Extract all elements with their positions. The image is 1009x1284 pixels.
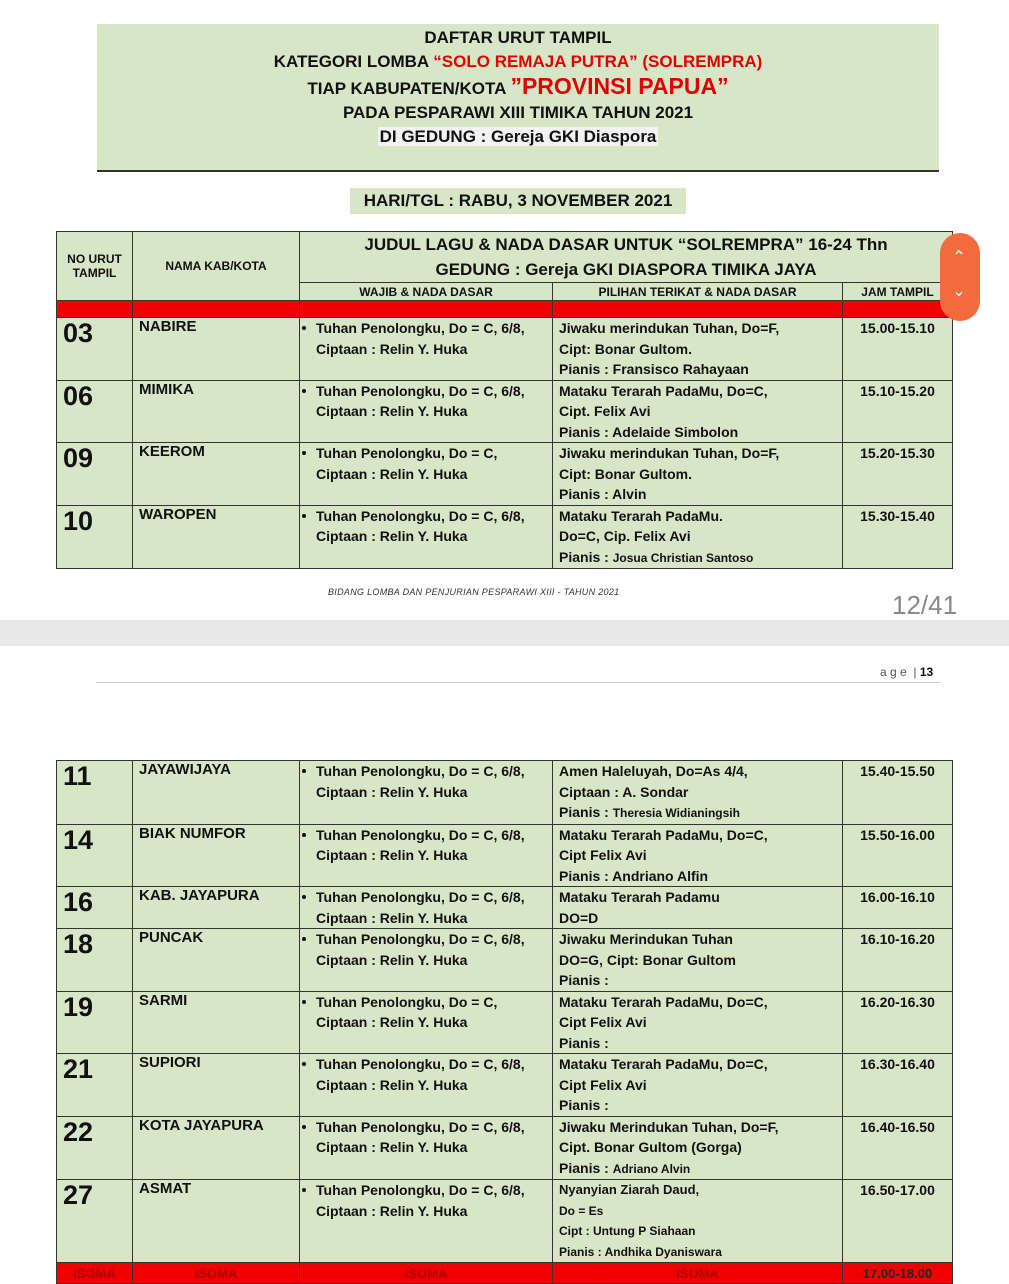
red-separator (57, 301, 953, 318)
pilihan-p1: Nyanyian Ziarah Daud, (559, 1182, 700, 1197)
cell-kab (133, 443, 300, 506)
cell-kab (133, 824, 300, 887)
wajib-line2: Ciptaan : Relin Y. Huka (316, 1202, 468, 1219)
page-12 (0, 0, 1009, 620)
pilihan-p1: Jiwaku Merindukan Tuhan, Do=F, (559, 1118, 779, 1135)
header-no-urut-1: NO URUT (67, 252, 122, 266)
pilihan-p3: Pianis : Alvin (559, 486, 647, 502)
page-counter: 12/41 (892, 590, 958, 620)
cell-pilihan (553, 505, 843, 569)
isoma-cell-3: ISOMA (300, 1263, 553, 1284)
row-number: 21 (63, 1054, 94, 1084)
pianis-label: Pianis : (559, 1159, 613, 1176)
row-number: 10 (63, 505, 94, 536)
cell-jam (843, 318, 953, 381)
jam-tampil: 16.50-17.00 (860, 1182, 935, 1198)
header-line3 (97, 74, 939, 101)
row-number: 16 (63, 887, 94, 917)
cell-kab (133, 929, 300, 992)
cell-kab (133, 318, 300, 381)
page-no: 13 (919, 665, 934, 679)
cell-no (57, 443, 133, 506)
pianis-name: Adriano Alvin (612, 1161, 691, 1176)
pilihan-p1: Mataku Terarah Padamu (559, 889, 720, 905)
cell-kab (133, 505, 300, 569)
cell-no (57, 929, 133, 992)
pilihan-p1: Jiwaku Merindukan Tuhan (559, 931, 733, 947)
pilihan-p2: Do = Es (559, 1203, 604, 1218)
wajib-line1: Tuhan Penolongku, Do = C, 6/8, (300, 318, 552, 339)
row-number: 03 (63, 318, 94, 348)
pilihan-p1: Mataku Terarah PadaMu. (559, 507, 723, 524)
table-row (57, 1180, 953, 1263)
table-row (57, 318, 953, 381)
pilihan-p1: Mataku Terarah PadaMu, Do=C, (559, 382, 768, 399)
cell-no (57, 887, 133, 929)
wajib-line1: Tuhan Penolongku, Do = C, 6/8, (300, 825, 552, 846)
page-sep: | (913, 665, 917, 679)
jam-tampil: 16.10-16.20 (860, 931, 935, 947)
table-row (57, 887, 953, 929)
header-line5-text: DI GEDUNG : Gereja GKI Diaspora (379, 127, 657, 146)
cell-jam (843, 929, 953, 992)
kab-name: SUPIORI (139, 1054, 201, 1071)
header-line5 (97, 125, 939, 149)
cell-no (57, 1180, 133, 1263)
pianis-label: Pianis : (559, 548, 613, 565)
wajib-line1: Tuhan Penolongku, Do = C, 6/8, (300, 506, 552, 527)
kab-name: PUNCAK (139, 929, 204, 946)
kab-name: KOTA JAYAPURA (139, 1116, 264, 1134)
row-number: 11 (63, 761, 92, 791)
wajib-line2: Ciptaan : Relin Y. Huka (316, 1014, 468, 1030)
pilihan-p2: Ciptaan : A. Sondar (559, 783, 689, 800)
chevron-up-icon[interactable]: ⌃ (952, 249, 966, 266)
pilihan-p2: DO=D (559, 909, 599, 926)
pianis-name: Josua Christian Santoso (612, 550, 754, 565)
header-line3a: TIAP KABUPATEN/KOTA (307, 79, 511, 98)
cell-pilihan (553, 380, 843, 443)
page-13 (0, 646, 1009, 1280)
isoma-cell-1: ISOMA (57, 1263, 133, 1284)
page-divider (96, 682, 940, 683)
wajib-line2: Ciptaan : Relin Y. Huka (316, 1076, 468, 1093)
cell-jam (843, 824, 953, 887)
jam-tampil: 15.20-15.30 (860, 445, 935, 461)
table-row (57, 443, 953, 506)
table-row (57, 1116, 953, 1180)
header-judul-line1: JUDUL LAGU & NADA DASAR UNTUK “SOLREMPRA” 16-24 Thn (364, 235, 888, 254)
jam-tampil: 16.40-16.50 (860, 1118, 935, 1135)
header-line2 (97, 50, 939, 74)
jam-tampil: 16.20-16.30 (860, 993, 935, 1010)
page-label: a g e (880, 665, 907, 679)
pilihan-p2: Cipt. Bonar Gultom (Gorga) (559, 1139, 742, 1155)
cell-kab (133, 1116, 300, 1180)
wajib-line2: Ciptaan : Relin Y. Huka (316, 528, 468, 544)
table-row (57, 991, 953, 1054)
cell-wajib (300, 761, 553, 825)
header-nama: NAMA KAB/KOTA (133, 232, 300, 301)
cell-pilihan (553, 761, 843, 825)
cell-wajib (300, 1116, 553, 1180)
pilihan-p2: Cipt Felix Avi (559, 1014, 647, 1030)
header-no-urut (57, 232, 133, 301)
cell-jam (843, 1116, 953, 1180)
pilihan-p1: Mataku Terarah PadaMu, Do=C, (559, 993, 768, 1010)
kab-name: NABIRE (139, 318, 197, 335)
table-row (57, 761, 953, 825)
jam-tampil: 15.40-15.50 (860, 763, 935, 779)
cell-jam (843, 1054, 953, 1117)
header-line2b: “SOLO REMAJA PUTRA” (SOLREMPRA) (433, 52, 763, 71)
pilihan-p3: Pianis : Adelaide Simbolon (559, 423, 739, 440)
table-row (57, 505, 953, 569)
cell-pilihan (553, 991, 843, 1054)
pilihan-p2: Cipt. Felix Avi (559, 403, 651, 419)
wajib-line2: Ciptaan : Relin Y. Huka (316, 340, 468, 357)
cell-pilihan (553, 1116, 843, 1180)
wajib-line1: Tuhan Penolongku, Do = C, 6/8, (300, 887, 552, 908)
cell-wajib (300, 1180, 553, 1263)
schedule-table-page2 (56, 760, 953, 1284)
cell-wajib (300, 929, 553, 992)
kab-name: JAYAWIJAYA (139, 761, 232, 778)
chevron-down-icon[interactable]: ⌄ (952, 283, 966, 300)
wajib-line2: Ciptaan : Relin Y. Huka (316, 951, 468, 968)
pilihan-p1: Mataku Terarah PadaMu, Do=C, (559, 826, 768, 843)
wajib-line1: Tuhan Penolongku, Do = C, 6/8, (300, 1117, 552, 1138)
footer-text: BIDANG LOMBA DAN PENJURIAN PESPARAWI XIII - TAHUN 2021 (328, 587, 620, 597)
kab-name: BIAK NUMFOR (139, 824, 246, 842)
cell-wajib (300, 505, 553, 569)
header-pilihan: PILIHAN TERIKAT & NADA DASAR (553, 283, 843, 301)
header-jam: JAM TAMPIL (843, 283, 953, 301)
pilihan-p2: Cipt Felix Avi (559, 1076, 647, 1093)
cell-wajib (300, 318, 553, 381)
pilihan-p3: Cipt : Untung P Siahaan (559, 1224, 696, 1238)
header-line3b: ”PROVINSI PAPUA” (510, 73, 729, 99)
cell-wajib (300, 443, 553, 506)
wajib-line1: Tuhan Penolongku, Do = C, 6/8, (300, 1180, 552, 1201)
cell-jam (843, 380, 953, 443)
pilihan-p3: Pianis : (559, 1034, 609, 1051)
cell-wajib (300, 991, 553, 1054)
cell-jam (843, 887, 953, 929)
row-number: 09 (63, 443, 94, 473)
wajib-line1: Tuhan Penolongku, Do = C, (300, 443, 552, 464)
header-judul (300, 232, 953, 283)
row-number: 19 (63, 991, 94, 1022)
cell-pilihan (553, 887, 843, 929)
cell-jam (843, 991, 953, 1054)
cell-jam (843, 443, 953, 506)
hari-tanggal: HARI/TGL : RABU, 3 NOVEMBER 2021 (350, 188, 686, 214)
isoma-jam: 17.00-18.00 (843, 1263, 953, 1284)
wajib-line2: Ciptaan : Relin Y. Huka (316, 847, 468, 863)
wajib-line2: Ciptaan : Relin Y. Huka (316, 403, 468, 419)
pilihan-p3: Pianis : (559, 972, 609, 988)
cell-no (57, 318, 133, 381)
cell-pilihan (553, 1054, 843, 1117)
header-judul-line2: GEDUNG : Gereja GKI DIASPORA TIMIKA JAYA (435, 260, 817, 279)
pilihan-p3 (553, 1158, 842, 1180)
pianis-name: Theresia Widianingsih (612, 806, 740, 820)
pilihan-p2: Cipt: Bonar Gultom. (559, 465, 692, 482)
wajib-line1: Tuhan Penolongku, Do = C, 6/8, (300, 1054, 552, 1075)
cell-kab (133, 1180, 300, 1263)
table-row (57, 929, 953, 992)
isoma-cell-2: ISOMA (133, 1263, 300, 1284)
header-line4: PADA PESPARAWI XIII TIMIKA TAHUN 2021 (342, 103, 694, 122)
cell-kab (133, 761, 300, 825)
row-number: 27 (63, 1180, 94, 1210)
cell-no (57, 505, 133, 569)
cell-no (57, 1054, 133, 1117)
cell-no (57, 824, 133, 887)
kab-name: SARMI (139, 991, 188, 1009)
cell-pilihan (553, 443, 843, 506)
cell-pilihan (553, 824, 843, 887)
row-number: 14 (63, 824, 94, 855)
wajib-line1: Tuhan Penolongku, Do = C, (300, 992, 552, 1013)
pianis-label: Pianis : (559, 804, 613, 820)
cell-pilihan (553, 929, 843, 992)
wajib-line2: Ciptaan : Relin Y. Huka (316, 465, 468, 482)
wajib-line1: Tuhan Penolongku, Do = C, 6/8, (300, 761, 552, 782)
pilihan-p1: Jiwaku merindukan Tuhan, Do=F, (559, 445, 780, 461)
isoma-cell-4: ISOMA (553, 1263, 843, 1284)
row-number: 18 (63, 929, 94, 959)
cell-kab (133, 380, 300, 443)
cell-wajib (300, 380, 553, 443)
pilihan-p1: Jiwaku merindukan Tuhan, Do=F, (559, 320, 780, 336)
table-row (57, 824, 953, 887)
pilihan-p1: Amen Haleluyah, Do=As 4/4, (559, 763, 748, 779)
cell-jam (843, 761, 953, 825)
pilihan-p2: Cipt: Bonar Gultom. (559, 340, 692, 357)
kab-name: MIMIKA (139, 380, 194, 398)
table-row (57, 380, 953, 443)
page-gap (0, 620, 1009, 646)
kab-name: WAROPEN (139, 505, 217, 523)
table-row (57, 1054, 953, 1117)
page-number (880, 665, 933, 679)
header-line1: DAFTAR URUT TAMPIL (424, 28, 612, 47)
cell-wajib (300, 1054, 553, 1117)
row-number: 22 (63, 1116, 94, 1147)
page-nav-control[interactable] (940, 233, 980, 321)
cell-jam (843, 1180, 953, 1263)
cell-pilihan (553, 1180, 843, 1263)
jam-tampil: 16.00-16.10 (860, 889, 935, 905)
wajib-line2: Ciptaan : Relin Y. Huka (316, 783, 468, 800)
pilihan-p3 (553, 547, 842, 569)
pilihan-p3: Pianis : (559, 1097, 609, 1113)
wajib-line1: Tuhan Penolongku, Do = C, 6/8, (300, 381, 552, 402)
cell-no (57, 761, 133, 825)
schedule-table-page1 (56, 231, 953, 569)
jam-tampil: 15.30-15.40 (860, 507, 935, 524)
kab-name: KEEROM (139, 443, 205, 460)
pilihan-p2: Cipt Felix Avi (559, 847, 647, 863)
header-line2a: KATEGORI LOMBA (273, 52, 434, 71)
cell-jam (843, 505, 953, 569)
pilihan-p2: DO=G, Cipt: Bonar Gultom (559, 951, 736, 968)
header-wajib: WAJIB & NADA DASAR (300, 283, 553, 301)
header-no-urut-2: TAMPIL (72, 266, 117, 280)
wajib-line2: Ciptaan : Relin Y. Huka (316, 1139, 468, 1155)
isoma-row (57, 1263, 953, 1284)
cell-no (57, 380, 133, 443)
pilihan-p3: Pianis : Andriano Alfin (559, 867, 709, 884)
cell-wajib (300, 824, 553, 887)
cell-no (57, 991, 133, 1054)
wajib-line1: Tuhan Penolongku, Do = C, 6/8, (300, 929, 552, 950)
cell-kab (133, 991, 300, 1054)
cell-pilihan (553, 318, 843, 381)
pilihan-p3: Pianis : Fransisco Rahayaan (559, 361, 749, 377)
kab-name: KAB. JAYAPURA (139, 887, 260, 904)
cell-no (57, 1116, 133, 1180)
header-box (97, 24, 939, 172)
row-number: 06 (63, 380, 94, 411)
jam-tampil: 16.30-16.40 (860, 1056, 935, 1072)
pilihan-p3 (553, 802, 842, 824)
cell-kab (133, 887, 300, 929)
pilihan-p4: Pianis : Andhika Dyaniswara (559, 1244, 722, 1259)
jam-tampil: 15.00-15.10 (860, 320, 935, 336)
jam-tampil: 15.50-16.00 (860, 826, 935, 843)
cell-wajib (300, 887, 553, 929)
pilihan-p2: Do=C, Cip. Felix Avi (559, 528, 691, 544)
jam-tampil: 15.10-15.20 (860, 382, 935, 399)
kab-name: ASMAT (139, 1180, 192, 1197)
pilihan-p1: Mataku Terarah PadaMu, Do=C, (559, 1056, 768, 1072)
cell-kab (133, 1054, 300, 1117)
wajib-line2: Ciptaan : Relin Y. Huka (316, 909, 468, 926)
